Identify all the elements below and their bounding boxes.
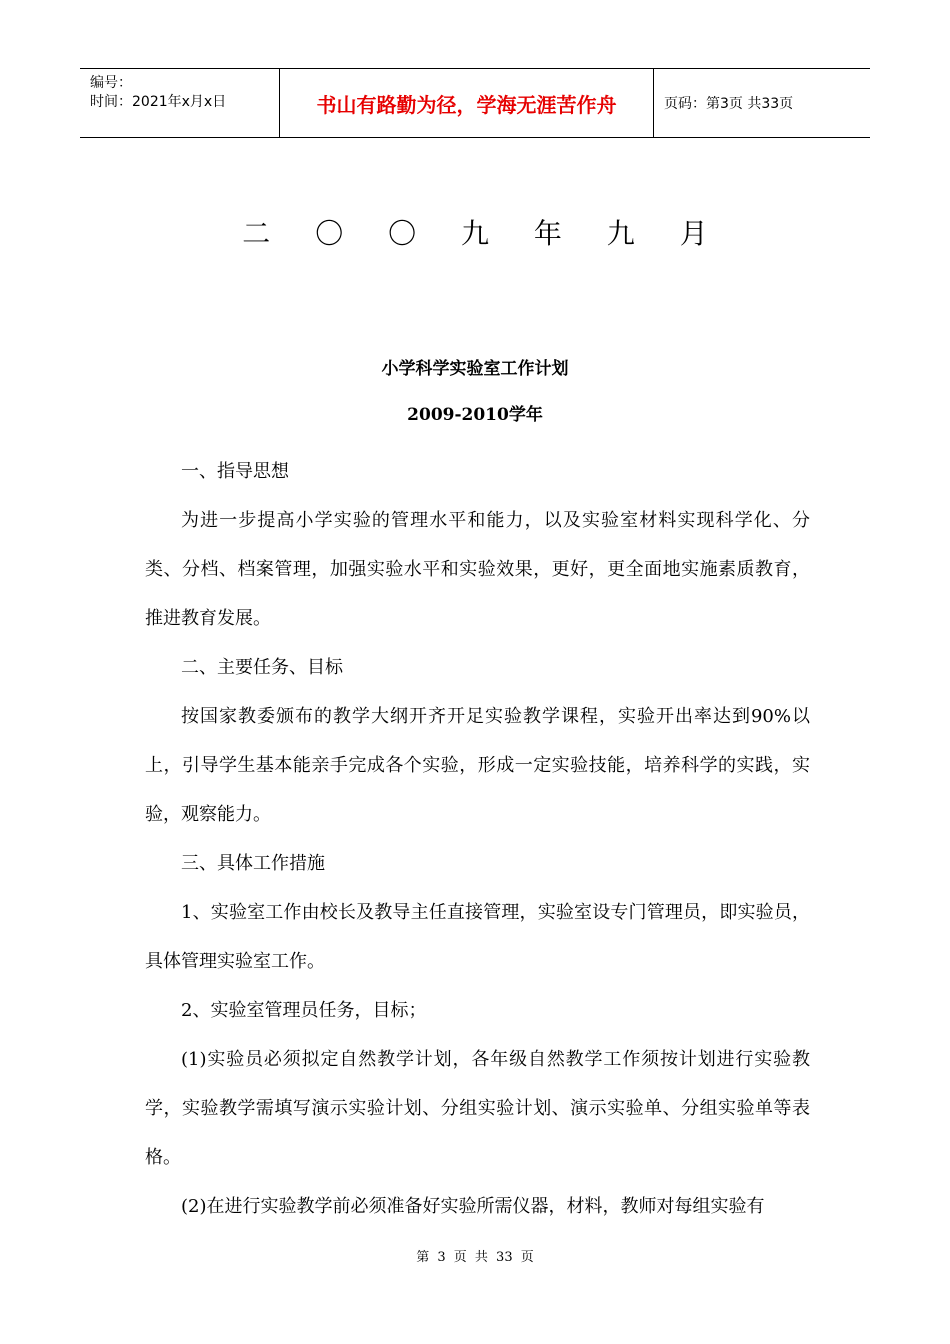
header-motto: 书山有路勤为径，学海无涯苦作舟 (280, 69, 654, 137)
paragraph: (1)实验员必须拟定自然教学计划，各年级自然教学工作须按计划进行实验教学，实验教学需填写演示实验计划、分组实验计划、演示实验单、分组实验单等表格。 (145, 1049, 810, 1168)
document-year: 2009-2010学年 (407, 405, 543, 425)
paragraph: 1、实验室工作由校长及教导主任直接管理，实验室设专门管理员，即实验员，具体管理实验室工作。 (145, 902, 810, 972)
header-meta (80, 69, 280, 137)
date-line: 二 〇 〇 九 年 九 月 (242, 217, 726, 250)
paragraph: 按国家教委颁布的教学大纲开齐开足实验教学课程，实验开出率达到90%以上，引导学生基本能亲手完成各个实验，形成一定实验技能，培养科学的实践，实验，观察能力。 (145, 706, 810, 825)
document-title: 小学科学实验室工作计划 (381, 359, 569, 379)
page-header (80, 68, 870, 138)
paragraph: 为进一步提高小学实验的管理水平和能力，以及实验室材料实现科学化、分类、分档、档案管理，加强实验水平和实验效果，更好，更全面地实施素质教育，推进教育发展。 (145, 510, 810, 629)
time-label: 时间：2021年x月x日 (90, 94, 227, 110)
paragraph: (2)在进行实验教学前必须准备好实验所需仪器，材料，教师对每组实验有 (181, 1196, 765, 1217)
header-page-info: 页码：第3页 共33页 (664, 96, 794, 112)
number-label: 编号： (90, 75, 132, 91)
page-footer: 第 3 页 共 33 页 (416, 1250, 534, 1265)
body-text (145, 447, 810, 1231)
section-heading-3: 三、具体工作措施 (181, 853, 325, 874)
paragraph: 2、实验室管理员任务，目标； (181, 1000, 427, 1021)
section-heading-2: 二、主要任务、目标 (181, 657, 343, 678)
section-heading-1: 一、指导思想 (181, 461, 289, 482)
